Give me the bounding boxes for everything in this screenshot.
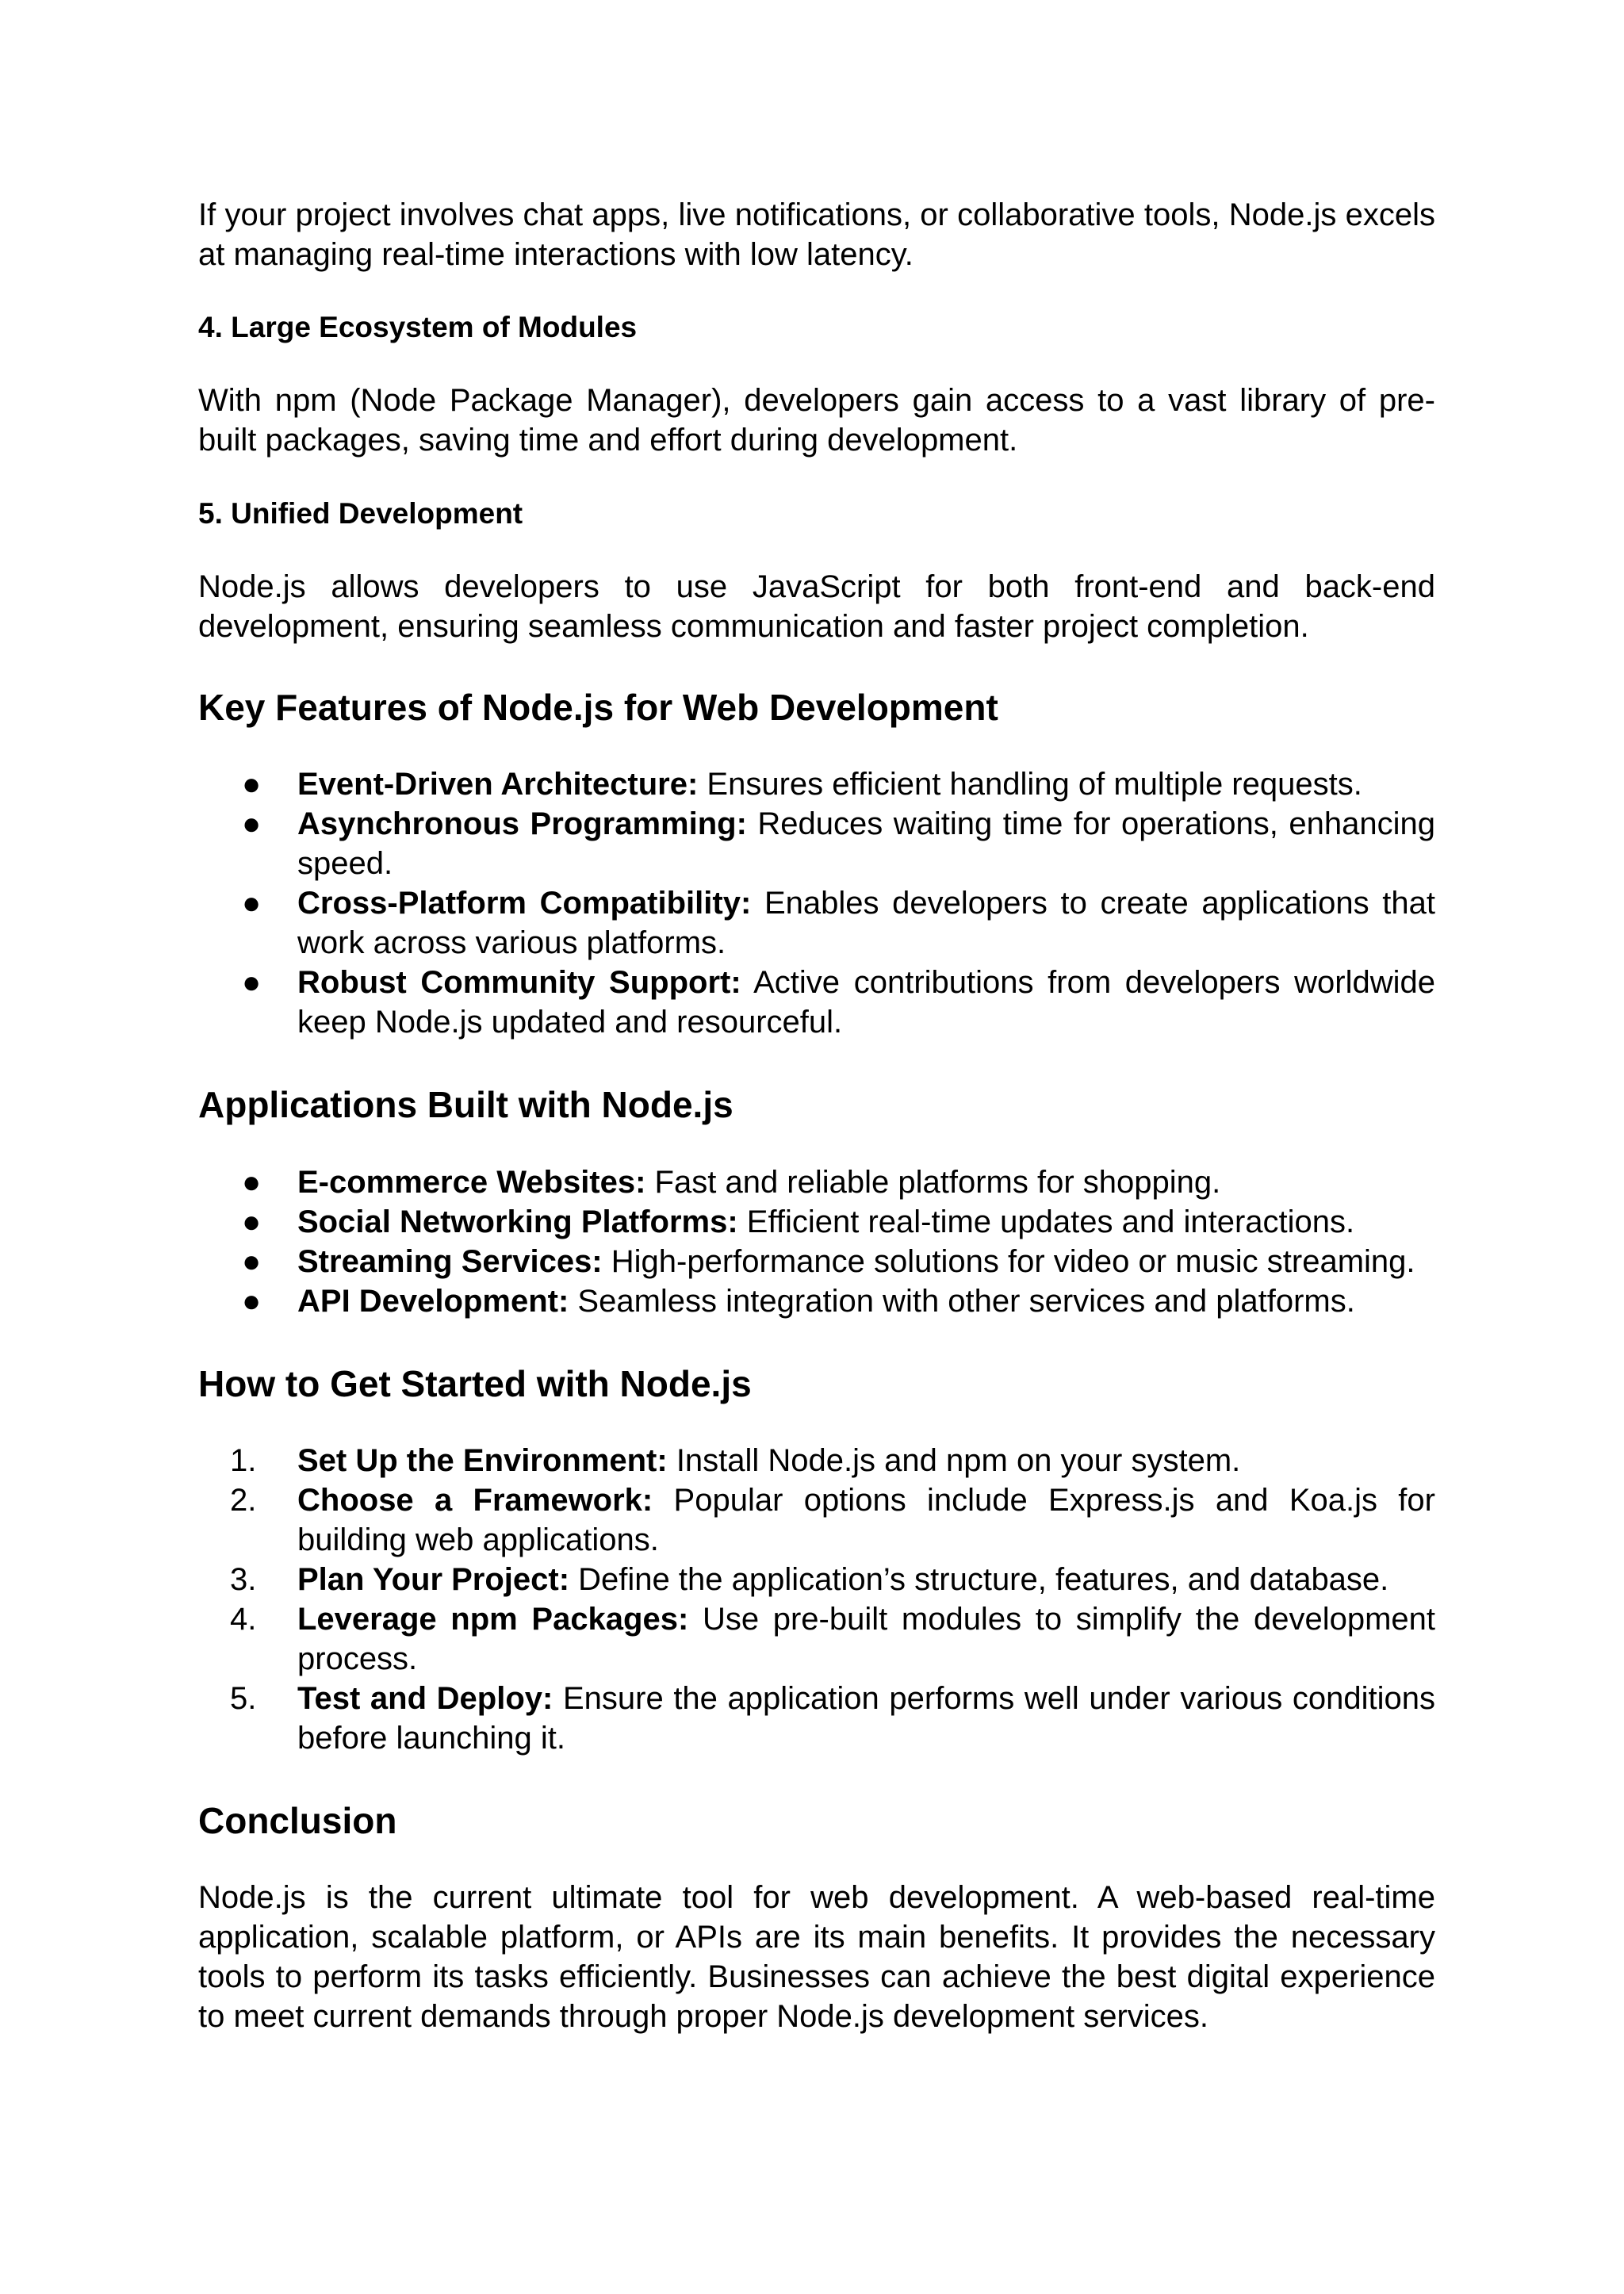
applications-heading: Applications Built with Node.js (198, 1084, 733, 1125)
list-item (198, 764, 1435, 804)
bullet-icon: ● (242, 886, 262, 921)
item-label: E-commerce Websites: (297, 1165, 646, 1200)
item-text: Efficient real-time updates and interactions. (737, 1204, 1355, 1239)
item-text: Ensure the application performs well under various conditions before launching it. (297, 1681, 1436, 1756)
list-number: 2. (230, 1483, 257, 1518)
bullet-icon: ● (242, 1244, 262, 1279)
list-item (198, 1480, 1435, 1560)
section-4-heading: 4. Large Ecosystem of Modules (198, 311, 638, 343)
item-label: Streaming Services: (297, 1244, 603, 1279)
bullet-icon: ● (242, 1165, 262, 1200)
applications-list (198, 1162, 1435, 1321)
key-features-list (198, 764, 1435, 1042)
intro-paragraph: If your project involves chat apps, live notifications, or collaborative tools, Node.js excels at managing real-time interactions with low latency. (198, 197, 1435, 272)
item-label: Plan Your Project: (297, 1562, 570, 1597)
conclusion-heading: Conclusion (198, 1800, 397, 1841)
bullet-icon: ● (242, 1204, 262, 1239)
list-item (198, 1599, 1435, 1679)
list-item (198, 1281, 1435, 1321)
conclusion-paragraph: Node.js is the current ultimate tool for web development. A web-based real-time application, scalable platform, or APIs are its main benefits. It provides the necessary tools to perform its tasks efficiently. Businesses can achieve the best digital experience to meet current demands through proper Node.js development services. (198, 1880, 1435, 2034)
item-label: Social Networking Platforms: (297, 1204, 738, 1239)
section-4-paragraph: With npm (Node Package Manager), developers gain access to a vast library of pre-built packages, saving time and effort during development. (198, 383, 1435, 458)
item-text: Popular options include Express.js and Koa.js for building web applications. (297, 1483, 1435, 1557)
bullet-icon: ● (242, 965, 262, 1000)
item-text: Reduces waiting time for operations, enhancing speed. (297, 806, 1436, 881)
item-text: Enables developers to create applications that work across various platforms. (297, 886, 1436, 960)
list-item (198, 1441, 1435, 1480)
item-text: Fast and reliable platforms for shopping. (645, 1165, 1221, 1200)
list-item (198, 804, 1435, 883)
key-features-heading: Key Features of Node.js for Web Development (198, 687, 998, 728)
list-item (198, 883, 1435, 963)
item-label: Event-Driven Architecture: (297, 767, 699, 802)
list-number: 3. (230, 1562, 257, 1597)
item-label: Leverage npm Packages: (297, 1602, 689, 1637)
item-text: Active contributions from developers worldwide keep Node.js updated and resourceful. (297, 965, 1435, 1040)
item-label: API Development: (297, 1284, 569, 1319)
list-item (198, 963, 1435, 1042)
section-5-heading: 5. Unified Development (198, 497, 523, 530)
item-text: High-performance solutions for video or music streaming. (602, 1244, 1415, 1279)
list-item (198, 1679, 1435, 1758)
item-label: Test and Deploy: (297, 1681, 553, 1716)
list-item (198, 1560, 1435, 1599)
item-label: Robust Community Support: (297, 965, 741, 1000)
bullet-icon: ● (242, 767, 262, 802)
bullet-icon: ● (242, 806, 262, 841)
item-label: Set Up the Environment: (297, 1443, 668, 1478)
item-label: Cross-Platform Compatibility: (297, 886, 752, 921)
item-label: Choose a Framework: (297, 1483, 653, 1518)
item-label: Asynchronous Programming: (297, 806, 747, 841)
list-item (198, 1242, 1435, 1281)
item-text: Use pre-built modules to simplify the development process. (297, 1602, 1435, 1676)
list-number: 5. (230, 1681, 257, 1716)
get-started-heading: How to Get Started with Node.js (198, 1363, 752, 1404)
section-5-paragraph: Node.js allows developers to use JavaScript for both front-end and back-end development, ensuring seamless communication and faster project completion. (198, 569, 1435, 644)
item-text: Install Node.js and npm on your system. (667, 1443, 1241, 1478)
list-number: 1. (230, 1443, 257, 1478)
bullet-icon: ● (242, 1284, 262, 1319)
item-text: Ensures efficient handling of multiple requests. (698, 767, 1362, 802)
list-item (198, 1202, 1435, 1242)
list-item (198, 1162, 1435, 1202)
get-started-list (198, 1441, 1435, 1758)
item-text: Seamless integration with other services and platforms. (569, 1284, 1355, 1319)
item-text: Define the application’s structure, features, and database. (569, 1562, 1389, 1597)
list-number: 4. (230, 1602, 257, 1637)
